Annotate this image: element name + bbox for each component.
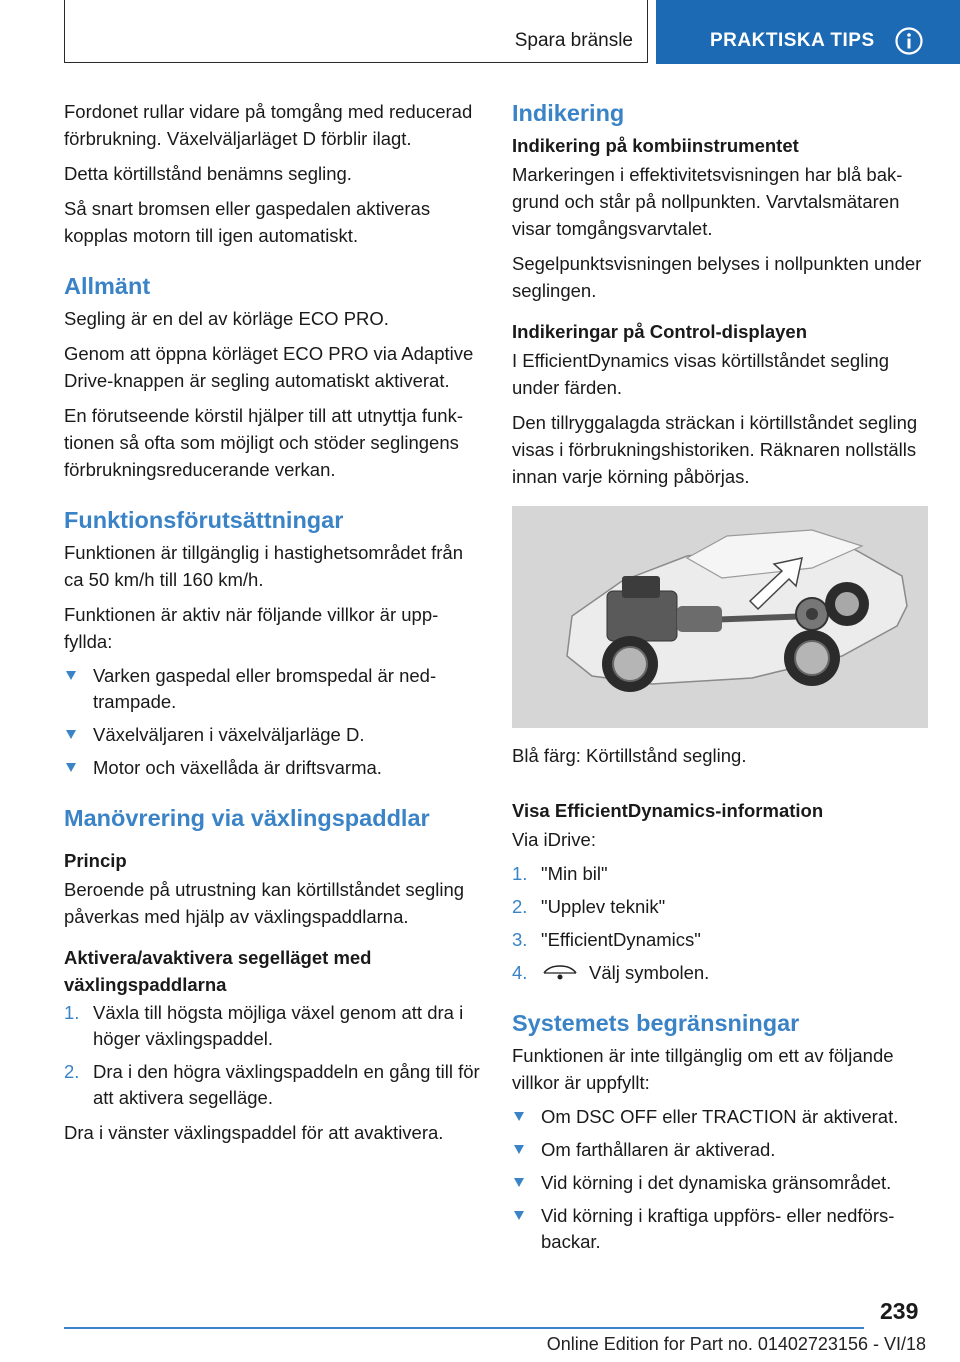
edition-text: Online Edition for Part no. 01402723156 - VI/18 — [546, 1334, 926, 1354]
list-item: 4. Välj symbolen. — [512, 962, 710, 983]
car-drawing — [512, 506, 928, 728]
subheading-visa: Visa EfficientDynamics-information — [512, 800, 824, 821]
section-title: Spara bränsle — [514, 30, 633, 51]
list-item: Varken gaspedal eller bromspedal är nedtrampade. — [64, 663, 480, 715]
intro-paragraph: Detta körtillstånd benämns segling. — [64, 163, 352, 184]
heading-manovrering: Manövrering via växlingspaddlar — [64, 805, 430, 831]
list-item: 1. "Min bil" — [512, 863, 608, 884]
car-symbol-icon — [541, 962, 579, 982]
list-item: Motor och växellåda är driftsvarma. — [64, 755, 480, 781]
list-item: 2. Dra i den högra växlingspaddeln en gång till för att aktivera segelläge. — [64, 1061, 480, 1108]
bullet-triangle-icon — [514, 1178, 524, 1187]
bullet-triangle-icon — [66, 730, 76, 739]
bullet-triangle-icon — [66, 671, 76, 680]
activate-steps — [64, 1000, 480, 1111]
kombi-paragraph: Markeringen i effektivitetsvisningen har blå bakgrund och står på nollpunkten. Varvtalsmätaren visar tomgångsvarvtalet. — [512, 164, 903, 239]
bullet-triangle-icon — [66, 763, 76, 772]
list-item: Vid körning i det dynamiska gränsområdet. — [512, 1170, 930, 1196]
control-paragraph: Den tillryggalagda sträckan i körtillståndet segling visas i förbrukningshistoriken. Räknaren nollställs innan varje körning påbörjas. — [512, 412, 918, 487]
bullet-triangle-icon — [514, 1145, 524, 1154]
info-icon — [894, 26, 924, 56]
allmant-paragraph: Genom att öppna körläget ECO PRO via Adaptive Drive-knappen är segling automatiskt aktiverat. — [64, 343, 474, 391]
list-item: Växelväljaren i växelväljarläge D. — [64, 722, 480, 748]
list-item: Vid körning i kraftiga uppförs- eller nedförsbackar. — [512, 1203, 930, 1255]
list-item: Om farthållaren är aktiverad. — [512, 1137, 930, 1163]
header-chapter-tab[interactable] — [656, 0, 960, 64]
image-caption: Blå färg: Körtillstånd segling. — [512, 745, 747, 766]
list-item: 2. "Upplev teknik" — [512, 896, 666, 917]
heading-allmant: Allmänt — [64, 273, 151, 299]
subheading-kombi: Indikering på kombiinstrumentet — [512, 135, 799, 156]
begransningar-paragraph: Funktionen är inte tillgänglig om ett av följande villkor är uppfyllt: — [512, 1045, 894, 1093]
list-item: 3. "EfficientDynamics" — [512, 929, 701, 950]
allmant-paragraph: Segling är en del av körläge ECO PRO. — [64, 308, 389, 329]
forutsattningar-paragraph: Funktionen är aktiv när följande villkor är uppfyllda: — [64, 604, 439, 652]
chapter-title: PRAKTISKA TIPS — [710, 30, 875, 51]
allmant-paragraph: En förutseende körstil hjälper till att utnyttja funktionen så ofta som möjligt och stöder seglingens förbrukningsreducerande verkan. — [64, 405, 463, 480]
footer-divider — [64, 1327, 864, 1329]
footer-edition — [0, 1334, 926, 1355]
limitation-list — [512, 1104, 930, 1255]
deactivate-paragraph: Dra i vänster växlingspaddel för att avaktivera. — [64, 1122, 444, 1143]
control-paragraph: I EfficientDynamics visas körtillståndet segling under färden. — [512, 350, 890, 398]
header-section-box — [64, 0, 648, 63]
subheading-control: Indikeringar på Control-displayen — [512, 321, 808, 342]
heading-indikering: Indikering — [512, 100, 625, 126]
subheading-activate: Aktivera/avaktivera segelläget med växlingspaddlarna — [64, 947, 372, 995]
forutsattningar-paragraph: Funktionen är tillgänglig i hastighetsområdet från ca 50 km/h till 160 km/h. — [64, 542, 464, 590]
car-illustration — [512, 506, 928, 728]
subheading-princip: Princip — [64, 850, 127, 871]
heading-forutsattningar: Funktionsförutsättningar — [64, 507, 344, 533]
intro-paragraph: Fordonet rullar vidare på tomgång med reducerad förbrukning. Växelväljarläget D förblir ilagt. — [64, 101, 473, 149]
page-number: 239 — [880, 1298, 919, 1324]
kombi-paragraph: Segelpunktsvisningen belyses i nollpunkten under seglingen. — [512, 253, 922, 301]
heading-begransningar: Systemets begränsningar — [512, 1010, 800, 1036]
princip-paragraph: Beroende på utrustning kan körtillståndet segling påverkas med hjälp av växlingspaddlarna. — [64, 879, 465, 927]
list-item: 1. Växla till högsta möjliga växel genom att dra i höger växlingspaddel. — [64, 1002, 464, 1049]
list-item: Om DSC OFF eller TRACTION är aktiverat. — [512, 1104, 930, 1130]
left-column — [64, 98, 480, 1154]
via-idrive: Via iDrive: — [512, 829, 596, 850]
bullet-triangle-icon — [514, 1211, 524, 1220]
visa-steps — [512, 861, 930, 986]
condition-list — [64, 663, 480, 781]
right-column — [512, 98, 930, 1263]
bullet-triangle-icon — [514, 1112, 524, 1121]
intro-paragraph: Så snart bromsen eller gaspedalen aktiveras kopplas motorn till igen automatiskt. — [64, 198, 431, 246]
